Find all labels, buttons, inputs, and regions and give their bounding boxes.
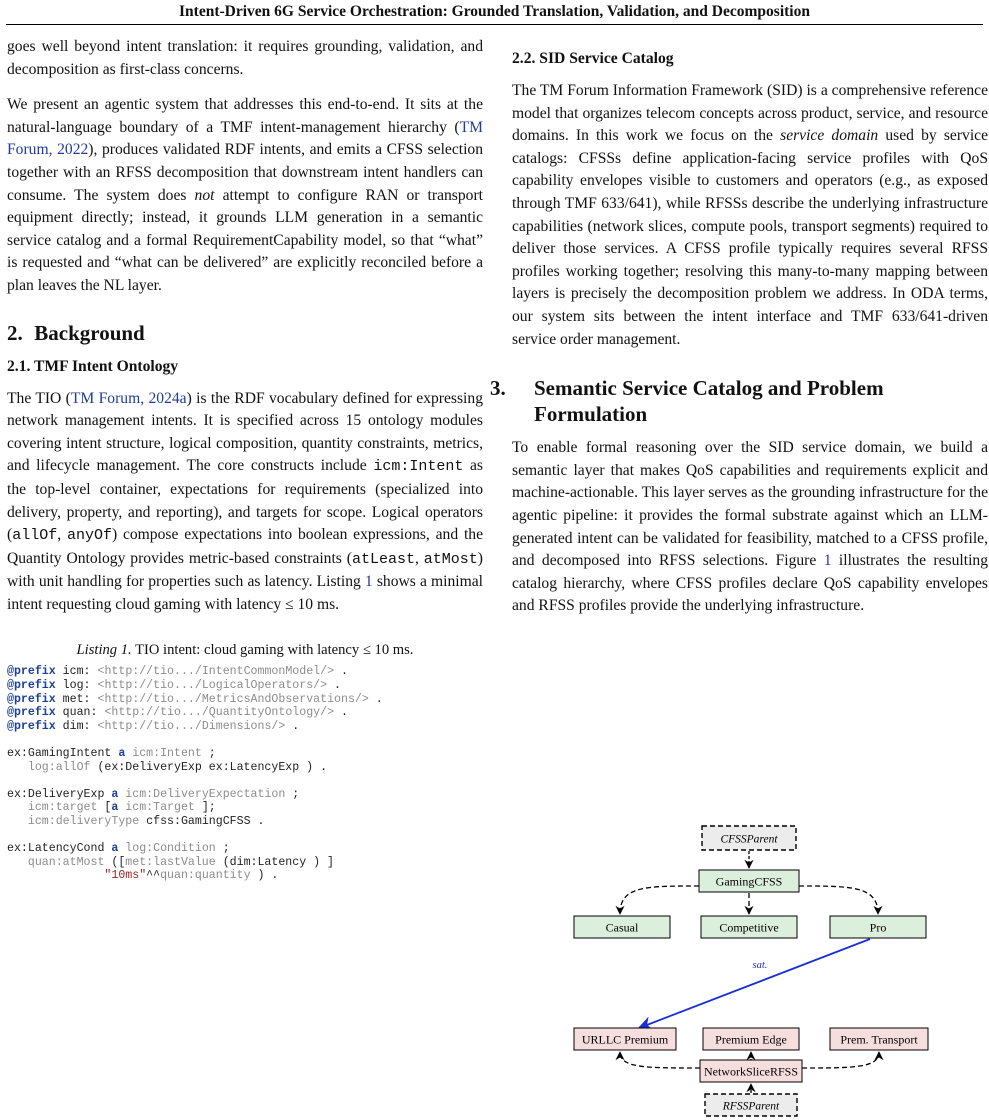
- code-token: icm:DeliveryExpectation: [118, 787, 286, 801]
- right-column: [490, 36, 989, 631]
- code-keyword: a: [111, 801, 119, 815]
- pro-label: Pro: [869, 920, 887, 935]
- caption-text: TIO intent: cloud gaming with latency ≤ 10 ms.: [131, 642, 414, 659]
- prefix-line: [7, 679, 341, 692]
- text: attempt to configure RAN or transport equipment directly; instead, it grounds LLM generation in a semantic service catalog and a formal RequirementCapability model, so that “what” is requested and “what can be delivered” are explicitly reconciled before a plan leaves the NL layer.: [7, 186, 483, 294]
- prefix-ns: dim:: [62, 719, 91, 733]
- prefix-ns: met:: [62, 692, 91, 706]
- code-token: quan:atMost: [7, 855, 105, 869]
- specialization-edge: [620, 1052, 700, 1068]
- text: ) is the RDF vocabulary defined for expressing network management intents. It is specified across 15 ontology modules covering intent structure, logical composition, quantity constraints, metrics, and lifecycle management. The core constructs include: [7, 389, 483, 475]
- code-token: (ex:DeliveryExp ex:LatencyExp ) .: [90, 760, 328, 774]
- emphasis: not: [194, 186, 215, 204]
- code-token: icm:target: [7, 801, 98, 815]
- sid-paragraph: [512, 80, 988, 351]
- section-number: 3.: [490, 376, 506, 401]
- code-keyword: a: [118, 747, 126, 761]
- text: To enable formal reasoning over the SID service domain, we build a semantic layer that makes QoS capabilities and requirements explicit and machine-actionable. This layer serves as the grounding infrastructure for the agentic pipeline: it provides the formal substrate against which an LLM-generated intent can be validated for feasibility, matched to a CFSS profile, and decomposed into RFSS selections. Figure: [512, 439, 989, 570]
- code-token: ) .: [250, 869, 279, 883]
- inline-code: icm:Intent: [373, 458, 464, 476]
- text: ,: [414, 549, 424, 567]
- code-token: icm:Intent: [125, 747, 202, 761]
- prefix-line: [7, 720, 299, 733]
- text: illustrates the resulting catalog hierarchy, where CFSS profiles declare QoS capability envelopes and RFSS profiles provide the underlying infrastructure.: [512, 552, 988, 615]
- prem-transport-label: Prem. Transport: [840, 1032, 918, 1047]
- prefix-uri: <http://tio.../LogicalOperators/>: [97, 679, 328, 693]
- prefix-line: [7, 665, 348, 678]
- citation-year[interactable]: 2022: [57, 141, 89, 159]
- keyword: @prefix: [7, 679, 56, 693]
- text: shows a minimal intent requesting cloud gaming with latency ≤ 10 ms.: [7, 573, 483, 613]
- inline-code: atMost: [423, 550, 478, 568]
- code-token: [7, 869, 104, 882]
- prefix-ns: icm:: [62, 665, 91, 679]
- code-token: ];: [194, 801, 216, 815]
- prefix-ns: log:: [62, 679, 91, 693]
- competitive-label: Competitive: [719, 920, 779, 935]
- caption-label: Listing 1.: [76, 642, 132, 659]
- punct: .: [285, 719, 300, 733]
- citation-link[interactable]: [71, 390, 187, 407]
- citation-author[interactable]: TM Forum: [70, 389, 141, 407]
- text: ) with unit handling for properties such as latency. Listing: [7, 549, 483, 591]
- prefix-uri: <http://tio.../MetricsAndObservations/>: [97, 692, 369, 706]
- text: ,: [57, 526, 67, 544]
- listing-caption: [7, 642, 483, 659]
- satisfies-edge: [639, 939, 870, 1028]
- keyword: @prefix: [7, 692, 56, 706]
- code-token: icm:deliveryType: [7, 815, 140, 828]
- section-number: 2.: [7, 320, 23, 345]
- section-title: Background: [34, 320, 145, 345]
- text: The TM Forum Information Framework (SID) is a comprehensive reference model that organizes telecom concepts across product, service, and resource domains. In this work we focus on the: [512, 82, 988, 145]
- code-token: (dim:Latency ) ]: [215, 855, 335, 869]
- header-rule: [6, 24, 983, 25]
- prefix-uri: <http://tio.../QuantityOntology/>: [104, 706, 335, 720]
- prefix-line: [7, 706, 348, 719]
- emphasis: service domain: [780, 127, 879, 145]
- citation-sep: ,: [140, 389, 149, 407]
- specialization-edge: [620, 886, 699, 914]
- code-token: met:lastValue: [125, 855, 216, 869]
- cfss-parent-label: CFSSParent: [720, 833, 778, 846]
- section-title: Semantic Service Catalog and Problem Formulation: [534, 376, 884, 427]
- satisfies-label: sat.: [752, 960, 768, 971]
- code-token: ;: [201, 747, 216, 761]
- code-token: icm:Target: [118, 801, 195, 815]
- code-token: ;: [285, 787, 300, 801]
- code-token: ex:GamingIntent: [7, 747, 119, 761]
- casual-label: Casual: [605, 920, 639, 935]
- punct: .: [334, 665, 348, 679]
- text: The TIO (: [7, 389, 71, 407]
- text: as the top-level container, expectations for requirements (specialized into delivery, property, and reporting), and targets for scope. Logical operators (: [7, 457, 483, 544]
- keyword: @prefix: [7, 719, 56, 733]
- punct: .: [334, 706, 348, 720]
- code-token: quan:quantity: [160, 869, 251, 883]
- specialization-edge: [802, 1052, 879, 1068]
- code-token: ex:LatencyCond: [7, 842, 112, 856]
- citation-year[interactable]: 2024a: [148, 389, 187, 407]
- prefix-uri: <http://tio.../IntentCommonModel/>: [97, 665, 335, 679]
- listing-ref-link[interactable]: 1: [364, 573, 373, 591]
- code-token: [: [97, 801, 112, 815]
- keyword: @prefix: [7, 706, 56, 720]
- gaming-cfss-label: GamingCFSS: [715, 874, 783, 889]
- text: used by service catalogs: CFSSs define application-facing service profiles with QoS capability envelopes visible to customers and operators (e.g., as exposed through TMF 633/641), while RFSSs describe the underlying infrastructure capabilities (network slices, compute pools, transport segments) required to deliver those services. A CFSS profile typically requires several RFSS profiles working together; resolving this many-to-many mapping between layers is precisely the decomposition problem we address. In ODA terms, our system sits between the intent interface and TMF 633/641-driven service order management.: [512, 127, 988, 348]
- code-token: ex:DeliveryExp: [7, 787, 112, 801]
- contribution-paragraph: [7, 94, 483, 297]
- inline-code: anyOf: [66, 527, 112, 545]
- figure-ref-link[interactable]: 1: [823, 552, 832, 570]
- premium-edge-label: Premium Edge: [715, 1032, 787, 1047]
- section-heading-background: [7, 320, 483, 346]
- subsection-heading-sid: 2.2. SID Service Catalog: [512, 50, 674, 67]
- catalog-hierarchy-diagram: [570, 822, 980, 1118]
- code-listing: [7, 665, 483, 883]
- code-keyword: a: [111, 787, 119, 801]
- rfss-parent-label: RFSSParent: [722, 1100, 780, 1113]
- inline-code: atLeast: [351, 550, 415, 568]
- text: We present an agentic system that addresses this end-to-end. It sits at the natural-language boundary of a TMF intent-management hierarchy (: [7, 96, 483, 136]
- running-head: Intent-Driven 6G Service Orchestration: Grounded Translation, Validation, and Decomposition: [179, 3, 810, 20]
- prefix-line: [7, 693, 383, 706]
- punct: .: [327, 679, 341, 693]
- code-token: log:Condition: [118, 842, 216, 856]
- code-string: "10ms": [104, 869, 147, 883]
- code-token: log:allOf: [7, 760, 91, 774]
- citation-sep: ,: [48, 141, 58, 159]
- urllc-premium-label: URLLC Premium: [581, 1032, 669, 1047]
- keyword: @prefix: [7, 665, 56, 679]
- code-token: ^^: [146, 869, 161, 883]
- catalog-paragraph: [512, 437, 988, 618]
- intro-paragraph-end: goes well beyond intent translation: it requires grounding, validation, and decomposition as first-class concerns.: [7, 38, 483, 78]
- left-column: [7, 36, 483, 883]
- specialization-edge: [799, 886, 878, 914]
- text: ) compose expectations into boolean expressions, and the Quantity Ontology provides metric-based constraints (: [7, 526, 484, 567]
- prefix-ns: quan:: [62, 706, 98, 720]
- code-keyword: a: [111, 842, 119, 856]
- network-slice-rfss-label: NetworkSliceRFSS: [703, 1064, 799, 1079]
- subsection-heading-tio: 2.1. TMF Intent Ontology: [7, 357, 179, 375]
- inline-code: allOf: [12, 527, 58, 545]
- tio-paragraph: [7, 388, 483, 617]
- citation-author[interactable]: TM Forum: [7, 118, 483, 159]
- code-token: ([: [104, 855, 126, 869]
- punct: .: [368, 692, 383, 706]
- section-heading-catalog: [490, 375, 988, 427]
- code-token: ;: [215, 842, 230, 856]
- code-token: cfss:GamingCFSS .: [139, 815, 265, 828]
- prefix-uri: <http://tio.../Dimensions/>: [97, 719, 286, 733]
- text: ), produces validated RDF intents, and emits a CFSS selection together with an RFSS decomposition that downstream intent handlers can consume. The system does: [7, 141, 484, 204]
